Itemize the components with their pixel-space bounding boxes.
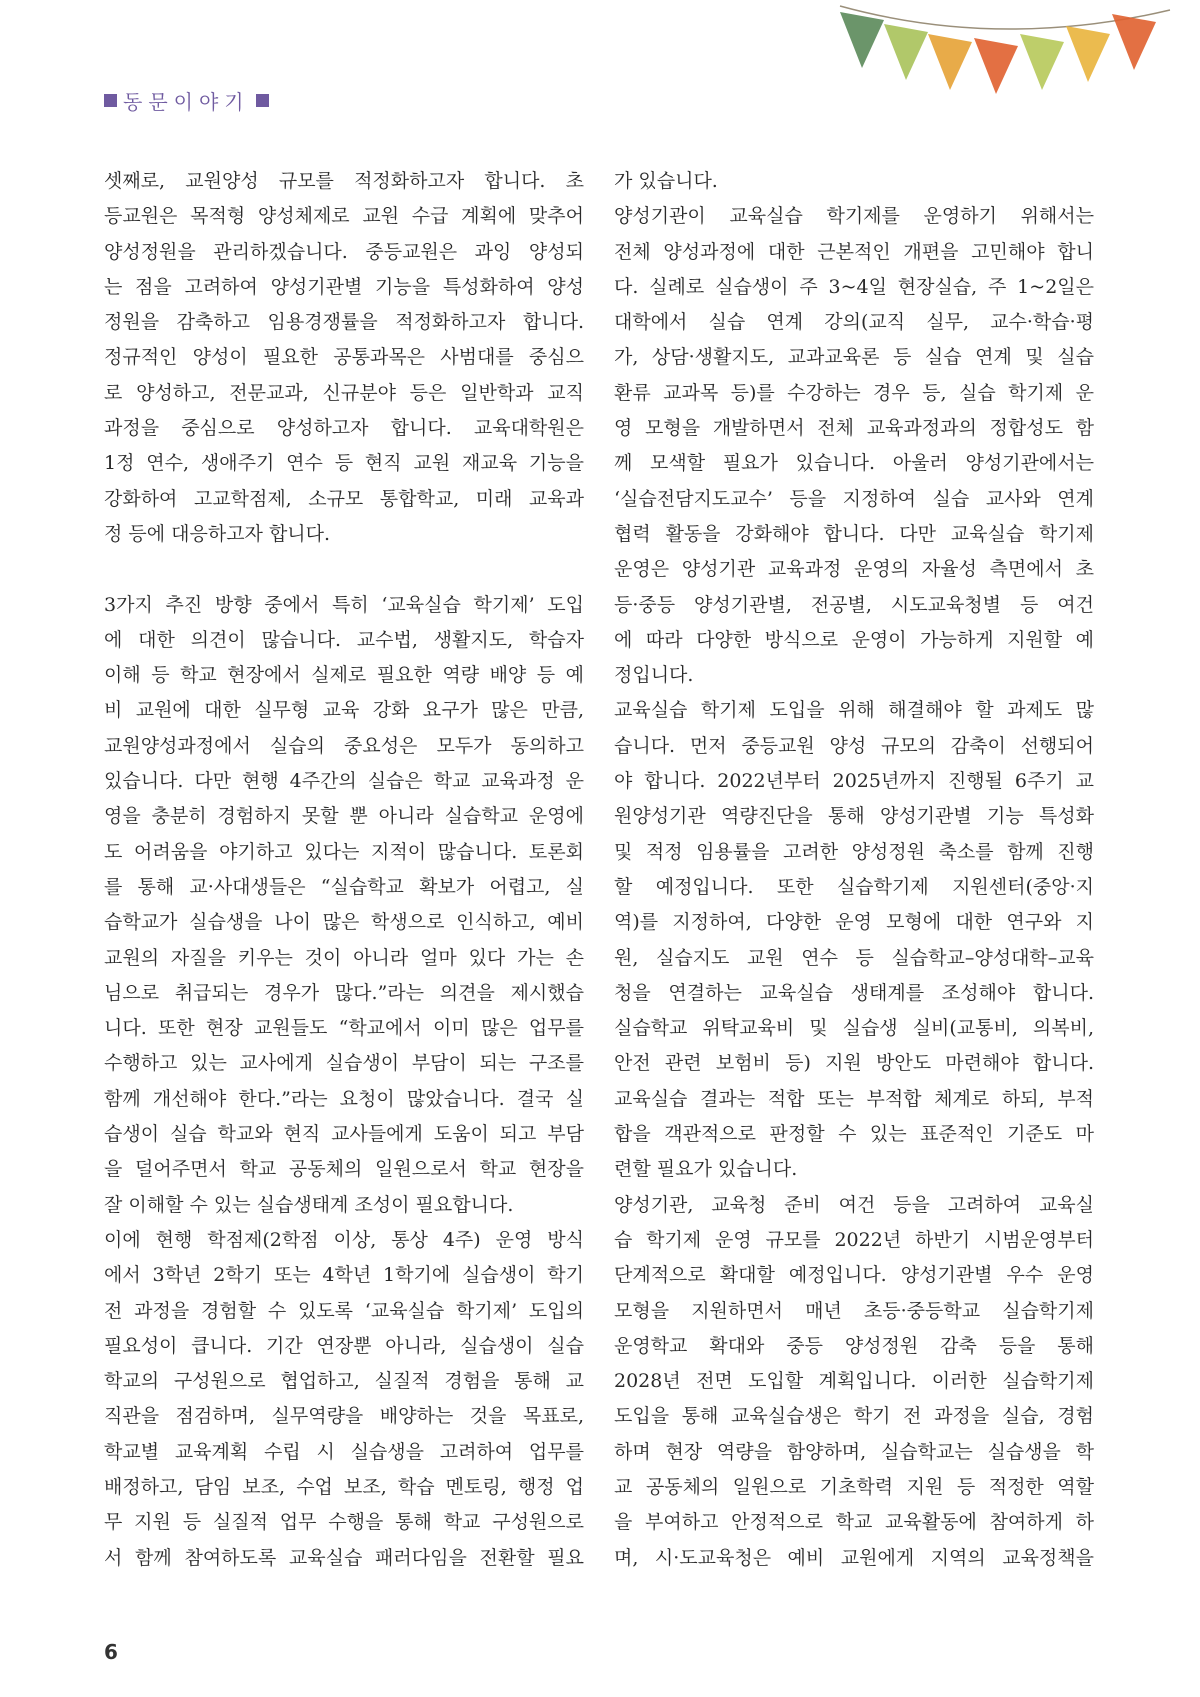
text-line: 원양성기관 역량진단을 통해 양성기관별 기능 특성화 — [614, 805, 1094, 828]
text-line: 이해 등 학교 현장에서 실제로 필요한 역량 배양 등 예 — [104, 664, 584, 687]
bunting-flag — [928, 34, 972, 90]
text-line: 비 교원에 대한 실무형 교육 강화 요구가 많은 만큼, — [104, 699, 584, 722]
right-column — [614, 164, 1094, 1576]
text-line: ‘실습전담지도교수’ 등을 지정하여 실습 교사와 연계 — [614, 487, 1094, 510]
text-line: 니다. 또한 현장 교원들도 “학교에서 이미 많은 업무를 — [104, 1017, 584, 1040]
text-line: 협력 활동을 강화해야 합니다. 다만 교육실습 학기제 — [614, 522, 1094, 545]
text-line: 야 합니다. 2022년부터 2025년까지 진행될 6주기 교 — [614, 770, 1094, 793]
text-line: 청을 연결하는 교육실습 생태계를 조성해야 합니다. — [614, 981, 1094, 1004]
text-line: 과정을 중심으로 양성하고자 합니다. 교육대학원은 — [104, 417, 584, 440]
text-line: 도 어려움을 야기하고 있다는 지적이 많습니다. 토론회 — [104, 840, 584, 863]
text-line: 하며 현장 역량을 함양하며, 실습학교는 실습생을 학 — [614, 1440, 1094, 1463]
text-line: 교육실습 결과는 적합 또는 부적합 체계로 하되, 부적 — [614, 1087, 1094, 1110]
text-line: 안전 관련 보험비 등) 지원 방안도 마련해야 합니다. — [614, 1052, 1094, 1075]
text-line: 대학에서 실습 연계 강의(교직 실무, 교수·학습·평 — [614, 311, 1094, 334]
text-line: 도입을 통해 교육실습생은 학기 전 과정을 실습, 경험 — [614, 1405, 1094, 1428]
text-line: 역)를 지정하여, 다양한 운영 모형에 대한 연구와 지 — [614, 911, 1094, 934]
text-line: 1정 연수, 생애주기 연수 등 현직 교원 재교육 기능을 — [104, 452, 584, 475]
square-icon — [104, 94, 117, 107]
page-number: 6 — [104, 1640, 118, 1664]
text-line: 께 모색할 필요가 있습니다. 아울러 양성기관에서는 — [614, 452, 1094, 475]
text-line: 전체 양성과정에 대한 근본적인 개편을 고민해야 합니 — [614, 240, 1094, 263]
text-line: 양성기관, 교육청 준비 여건 등을 고려하여 교육실 — [614, 1193, 1094, 1216]
text-line: 님으로 취급되는 경우가 많다.”라는 의견을 제시했습 — [104, 981, 584, 1004]
text-line: 및 적정 임용률을 고려한 양성정원 축소를 함께 진행 — [614, 840, 1094, 863]
text-line: 직관을 점검하며, 실무역량을 배양하는 것을 목표로, — [104, 1405, 584, 1428]
square-icon — [256, 94, 269, 107]
text-line: 서 함께 참여하도록 교육실습 패러다임을 전환할 필요 — [104, 1546, 584, 1569]
text-line: 가, 상담·생활지도, 교과교육론 등 실습 연계 및 실습 — [614, 346, 1094, 369]
text-line: 습생이 실습 학교와 현직 교사들에게 도움이 되고 부담 — [104, 1123, 584, 1146]
text-line: 영 모형을 개발하면서 전체 교육과정과의 정합성도 함 — [614, 417, 1094, 440]
text-line: 련할 필요가 있습니다. — [614, 1158, 798, 1181]
text-line: 양성기관이 교육실습 학기제를 운영하기 위해서는 — [614, 205, 1094, 228]
text-line: 등교원은 목적형 양성체제로 교원 수급 계획에 맞추어 — [104, 205, 584, 228]
text-line: 강화하여 고교학점제, 소규모 통합학교, 미래 교육과 — [104, 487, 584, 510]
text-line: 원, 실습지도 교원 연수 등 실습학교–양성대학–교육 — [614, 946, 1094, 969]
text-line: 필요성이 큽니다. 기간 연장뿐 아니라, 실습생이 실습 — [104, 1334, 584, 1357]
text-line: 함께 개선해야 한다.”라는 요청이 많았습니다. 결국 실 — [104, 1087, 584, 1110]
text-line: 교원의 자질을 키우는 것이 아니라 얼마 있다 가는 손 — [104, 946, 584, 969]
text-line: 모형을 지원하면서 매년 초등·중등학교 실습학기제 — [614, 1299, 1094, 1322]
text-line: 습 학기제 운영 규모를 2022년 하반기 시범운영부터 — [614, 1228, 1094, 1251]
text-line: 정원을 감축하고 임용경쟁률을 적정화하고자 합니다. — [104, 311, 584, 334]
text-line: 교육실습 학기제 도입을 위해 해결해야 할 과제도 많 — [614, 699, 1094, 722]
text-line: 며, 시·도교육청은 예비 교원에게 지역의 교육정책을 — [614, 1546, 1094, 1569]
text-line: 정 등에 대응하고자 합니다. — [104, 522, 331, 545]
bunting-flag — [840, 12, 884, 68]
section-label-text: 동문이야기 — [123, 90, 250, 114]
text-line: 다. 실례로 실습생이 주 3~4일 현장실습, 주 1~2일은 — [614, 275, 1094, 298]
text-line: 로 양성하고, 전문교과, 신규분야 등은 일반학과 교직 — [104, 381, 584, 404]
text-line: 교원양성과정에서 실습의 중요성은 모두가 동의하고 — [104, 734, 584, 757]
text-line: 정입니다. — [614, 664, 694, 687]
text-line: 있습니다. 다만 현행 4주간의 실습은 학교 교육과정 운 — [104, 770, 584, 793]
text-line: 무 지원 등 실질적 업무 수행을 통해 학교 구성원으로 — [104, 1511, 584, 1534]
section-label — [104, 86, 269, 115]
bunting-flag — [884, 24, 928, 80]
text-line: 교 공동체의 일원으로 기초학력 지원 등 적정한 역할 — [614, 1475, 1094, 1498]
text-line: 할 예정입니다. 또한 실습학기제 지원센터(중앙·지 — [614, 875, 1094, 898]
text-line: 에서 3학년 2학기 또는 4학년 1학기에 실습생이 학기 — [104, 1264, 584, 1287]
text-line: 을 덜어주면서 학교 공동체의 일원으로서 학교 현장을 — [104, 1158, 584, 1181]
text-line: 실습학교 위탁교육비 및 실습생 실비(교통비, 의복비, — [614, 1017, 1094, 1040]
bunting-flag — [1066, 26, 1110, 82]
bunting-flag — [974, 38, 1018, 94]
text-line: 등·중등 양성기관별, 전공별, 시도교육청별 등 여건 — [614, 593, 1094, 616]
text-line: 배정하고, 담임 보조, 수업 보조, 학습 멘토링, 행정 업 — [104, 1475, 584, 1498]
text-line: 학교별 교육계획 수립 시 실습생을 고려하여 업무를 — [104, 1440, 584, 1463]
text-line: 2028년 전면 도입할 계획입니다. 이러한 실습학기제 — [614, 1370, 1094, 1393]
text-line: 양성정원을 관리하겠습니다. 중등교원은 과잉 양성되 — [104, 240, 584, 263]
text-line: 3가지 추진 방향 중에서 특히 ‘교육실습 학기제’ 도입 — [104, 593, 584, 616]
text-line: 합을 객관적으로 판정할 수 있는 표준적인 기준도 마 — [614, 1123, 1094, 1146]
text-line: 는 점을 고려하여 양성기관별 기능을 특성화하여 양성 — [104, 275, 584, 298]
text-line: 환류 교과목 등)를 수강하는 경우 등, 실습 학기제 운 — [614, 381, 1094, 404]
text-line: 가 있습니다. — [614, 170, 718, 192]
text-line: 이에 현행 학점제(2학점 이상, 통상 4주) 운영 방식 — [104, 1228, 584, 1251]
text-line: 전 과정을 경험할 수 있도록 ‘교육실습 학기제’ 도입의 — [104, 1299, 584, 1322]
left-column — [104, 164, 584, 1576]
text-line: 에 대한 의견이 많습니다. 교수법, 생활지도, 학습자 — [104, 628, 584, 651]
text-line: 수행하고 있는 교사에게 실습생이 부담이 되는 구조를 — [104, 1052, 584, 1075]
text-line: 운영학교 확대와 중등 양성정원 감축 등을 통해 — [614, 1334, 1094, 1357]
text-line: 영을 충분히 경험하지 못할 뿐 아니라 실습학교 운영에 — [104, 805, 584, 828]
text-line: 를 통해 교·사대생들은 “실습학교 확보가 어렵고, 실 — [104, 875, 584, 898]
text-line: 잘 이해할 수 있는 실습생태계 조성이 필요합니다. — [104, 1193, 514, 1216]
text-line: 습학교가 실습생을 나이 많은 학생으로 인식하고, 예비 — [104, 911, 584, 934]
text-line: 학교의 구성원으로 협업하고, 실질적 경험을 통해 교 — [104, 1370, 584, 1393]
text-line: 을 부여하고 안정적으로 학교 교육활동에 참여하게 하 — [614, 1511, 1094, 1534]
text-line: 단계적으로 확대할 예정입니다. 양성기관별 우수 운영 — [614, 1264, 1094, 1287]
text-line: 에 따라 다양한 방식으로 운영이 가능하게 지원할 예 — [614, 628, 1094, 651]
text-line — [104, 552, 584, 587]
bunting-flag — [1020, 34, 1064, 90]
bunting-flag — [1112, 14, 1156, 70]
text-line: 습니다. 먼저 중등교원 양성 규모의 감축이 선행되어 — [614, 734, 1094, 757]
text-line: 정규적인 양성이 필요한 공통과목은 사범대를 중심으 — [104, 346, 584, 369]
text-line: 셋째로, 교원양성 규모를 적정화하고자 합니다. 초 — [104, 170, 584, 192]
text-line: 운영은 양성기관 교육과정 운영의 자율성 측면에서 초 — [614, 558, 1094, 581]
